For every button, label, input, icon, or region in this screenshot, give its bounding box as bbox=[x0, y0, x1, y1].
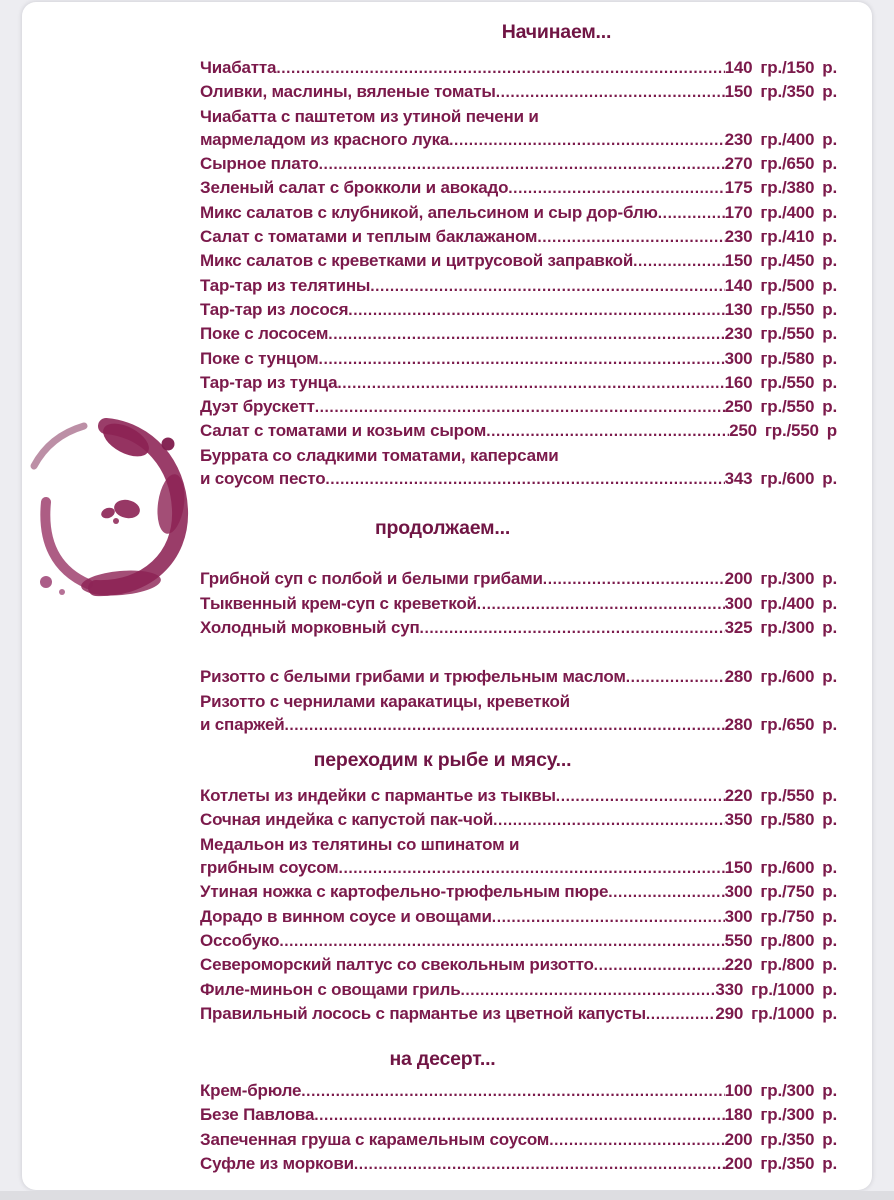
menu-content bbox=[200, 2, 837, 1176]
dot-leader bbox=[279, 929, 724, 953]
menu-item-row bbox=[200, 1128, 837, 1152]
menu-item-wrap-line bbox=[200, 444, 837, 467]
menu-item-wrap-line bbox=[200, 690, 837, 713]
item-name: мармеладом из красного лука bbox=[200, 129, 450, 149]
menu-item-row bbox=[200, 905, 837, 929]
menu-group bbox=[200, 1079, 837, 1176]
dot-leader bbox=[646, 1002, 715, 1026]
menu-item-row bbox=[200, 567, 837, 591]
menu-item-row bbox=[200, 176, 837, 200]
item-price: 140 гр./500 р. bbox=[724, 275, 837, 295]
item-name: Медальон из телятины со шпинатом и bbox=[200, 834, 520, 854]
item-name: Микс салатов с клубникой, апельсином и сыр дор-блю bbox=[200, 202, 658, 222]
dot-leader bbox=[508, 176, 724, 200]
item-name: Салат с томатами и теплым баклажаном bbox=[200, 227, 538, 247]
item-name: Ризотто с белыми грибами и трюфельным маслом bbox=[200, 667, 626, 687]
item-price: 200 гр./350 р. bbox=[724, 1129, 837, 1149]
wine-stain-splash bbox=[113, 518, 119, 524]
item-price: 300 гр./750 р. bbox=[724, 882, 837, 902]
item-name: Котлеты из индейки с пармантье из тыквы bbox=[200, 786, 556, 806]
item-price: 160 гр./550 р. bbox=[724, 372, 837, 392]
menu-item-row bbox=[200, 784, 837, 808]
dot-leader bbox=[543, 567, 725, 591]
menu-group bbox=[200, 567, 837, 640]
item-name: Микс салатов с креветками и цитрусовой заправкой bbox=[200, 251, 634, 271]
dot-leader bbox=[315, 395, 725, 419]
item-name: Крем-брюле bbox=[200, 1081, 302, 1101]
dot-leader bbox=[301, 1079, 724, 1103]
item-name: и соусом песто bbox=[200, 469, 326, 489]
item-name: Оссобуко bbox=[200, 930, 280, 950]
item-price: 300 гр./580 р. bbox=[724, 348, 837, 368]
item-price: 220 гр./800 р. bbox=[724, 955, 837, 975]
dot-leader bbox=[314, 1103, 724, 1127]
item-name: Запеченная груша с карамельным соусом bbox=[200, 1129, 550, 1149]
menu-item-row bbox=[200, 419, 837, 443]
item-name: Безе Павлова bbox=[200, 1105, 315, 1125]
item-name: Тар-тар из телятины bbox=[200, 275, 371, 295]
menu-card bbox=[22, 2, 872, 1190]
item-name: Чиабатта bbox=[200, 58, 277, 77]
item-name: Поке с тунцом bbox=[200, 348, 319, 368]
wine-stain-ring-left bbox=[45, 502, 88, 584]
item-name: Североморский палтус со свекольным ризотто bbox=[200, 955, 594, 975]
item-price: 230 гр./410 р. bbox=[724, 227, 837, 247]
wine-stain-graphic bbox=[26, 412, 192, 604]
menu-item-row bbox=[200, 1002, 837, 1026]
item-price: 100 гр./300 р. bbox=[724, 1081, 837, 1101]
menu-item-wrap-line bbox=[200, 105, 837, 128]
dot-leader bbox=[549, 1128, 724, 1152]
dot-leader bbox=[449, 128, 724, 152]
wine-stain-splash bbox=[100, 506, 117, 520]
dot-leader bbox=[594, 953, 725, 977]
menu-item-row bbox=[200, 56, 837, 80]
menu-item-row bbox=[200, 856, 837, 880]
dot-leader bbox=[492, 905, 725, 929]
dot-leader bbox=[493, 808, 724, 832]
menu-group bbox=[200, 665, 837, 737]
item-name: грибным соусом bbox=[200, 858, 339, 878]
wine-stain-dot bbox=[40, 576, 52, 588]
menu-item-row bbox=[200, 298, 837, 322]
section-heading: на десерт... bbox=[389, 1048, 496, 1071]
menu-item-wrap-line bbox=[200, 833, 837, 856]
menu-item-row bbox=[200, 880, 837, 904]
item-price: 343 гр./600 р. bbox=[724, 469, 837, 489]
item-price: 150 гр./600 р. bbox=[724, 858, 837, 878]
menu-section bbox=[200, 20, 837, 491]
item-price: 300 гр./400 р. bbox=[724, 593, 837, 613]
dot-leader bbox=[477, 592, 725, 616]
menu-item-row bbox=[200, 592, 837, 616]
dot-leader bbox=[337, 371, 724, 395]
menu-item-row bbox=[200, 225, 837, 249]
item-price: 230 гр./400 р. bbox=[724, 129, 837, 149]
menu-item-row bbox=[200, 616, 837, 640]
menu-item-row bbox=[200, 371, 837, 395]
item-name: Дуэт брускетт bbox=[200, 397, 315, 417]
item-price: 270 гр./650 р. bbox=[724, 154, 837, 174]
item-price: 230 гр./550 р. bbox=[724, 324, 837, 344]
item-name: Холодный морковный суп bbox=[200, 617, 420, 637]
dot-leader bbox=[658, 201, 725, 225]
item-name: Правильный лосось с пармантье из цветной капусты bbox=[200, 1003, 646, 1023]
item-price: 250 гр./550 р. bbox=[724, 397, 837, 417]
dot-leader bbox=[370, 274, 724, 298]
wine-stain-dot bbox=[162, 438, 175, 451]
menu-item-row bbox=[200, 1152, 837, 1176]
menu-item-row bbox=[200, 929, 837, 953]
dot-leader bbox=[339, 856, 725, 880]
dot-leader bbox=[325, 467, 724, 491]
dot-leader bbox=[354, 1152, 725, 1176]
menu-item-row bbox=[200, 347, 837, 371]
item-price: 150 гр./350 р. bbox=[724, 82, 837, 102]
menu-item-row bbox=[200, 1079, 837, 1103]
dot-leader bbox=[328, 322, 724, 346]
dot-leader bbox=[319, 347, 725, 371]
dot-leader bbox=[608, 880, 724, 904]
item-price: 280 гр./600 р. bbox=[724, 667, 837, 687]
menu-item-row bbox=[200, 201, 837, 225]
menu-item-row bbox=[200, 274, 837, 298]
menu-item-row bbox=[200, 152, 837, 176]
item-name: Дорадо в винном соусе и овощами bbox=[200, 906, 492, 926]
item-name: Сочная индейка с капустой пак-чой bbox=[200, 810, 494, 830]
item-name: Поке с лососем bbox=[200, 324, 329, 344]
dot-leader bbox=[556, 784, 725, 808]
item-name: Тар-тар из лосося bbox=[200, 299, 349, 319]
wine-stain-dot bbox=[59, 589, 65, 595]
dot-leader bbox=[420, 616, 725, 640]
menu-item-row bbox=[200, 128, 837, 152]
menu-item-row bbox=[200, 713, 837, 737]
item-name: Суфле из моркови bbox=[200, 1153, 354, 1173]
item-name: Салат с томатами и козьим сыром bbox=[200, 421, 487, 441]
dot-leader bbox=[284, 713, 724, 737]
menu-group bbox=[200, 784, 837, 1026]
item-price: 280 гр./650 р. bbox=[724, 714, 837, 734]
item-price: 300 гр./750 р. bbox=[724, 906, 837, 926]
menu-item-row bbox=[200, 1103, 837, 1127]
dot-leader bbox=[276, 56, 724, 80]
item-price: 290 гр./1000 р. bbox=[715, 1003, 837, 1023]
section-heading: Начинаем... bbox=[501, 21, 612, 43]
item-price: 350 гр./580 р. bbox=[724, 810, 837, 830]
dot-leader bbox=[496, 80, 725, 104]
item-price: 330 гр./1000 р. bbox=[715, 979, 837, 999]
item-name: Утиная ножка с картофельно-трюфельным пюре bbox=[200, 882, 609, 902]
item-name: Зеленый салат с брокколи и авокадо bbox=[200, 178, 509, 198]
item-name: Ризотто с чернилами каракатицы, креветкой bbox=[200, 691, 570, 711]
dot-leader bbox=[537, 225, 724, 249]
menu-section bbox=[200, 516, 837, 737]
menu-item-row bbox=[200, 978, 837, 1002]
item-price: 200 гр./300 р. bbox=[724, 569, 837, 589]
item-name: Филе-миньон с овощами гриль bbox=[200, 979, 461, 999]
dot-leader bbox=[319, 152, 725, 176]
menu-item-row bbox=[200, 80, 837, 104]
item-price: 175 гр./380 р. bbox=[724, 178, 837, 198]
menu-item-row bbox=[200, 953, 837, 977]
menu-item-row bbox=[200, 249, 837, 273]
menu-item-row bbox=[200, 467, 837, 491]
item-name: Чиабатта с паштетом из утиной печени и bbox=[200, 106, 539, 126]
dot-leader bbox=[460, 978, 715, 1002]
item-price: 130 гр./550 р. bbox=[724, 299, 837, 319]
menu-item-row bbox=[200, 395, 837, 419]
menu-item-row bbox=[200, 808, 837, 832]
item-price: 140 гр./150 р. bbox=[724, 58, 837, 77]
item-name: Тар-тар из тунца bbox=[200, 372, 338, 392]
menu-section bbox=[200, 1047, 837, 1176]
item-price: 150 гр./450 р. bbox=[724, 251, 837, 271]
dot-leader bbox=[626, 665, 725, 689]
menu-item-row bbox=[200, 665, 837, 689]
menu-section bbox=[200, 748, 837, 1026]
item-name: Тыквенный крем-суп с креветкой bbox=[200, 593, 477, 613]
item-name: Грибной суп с полбой и белыми грибами bbox=[200, 569, 543, 589]
item-name: Буррата со сладкими томатами, каперсами bbox=[200, 445, 559, 465]
item-price: 170 гр./400 р. bbox=[724, 202, 837, 222]
item-price: 180 гр./300 р. bbox=[724, 1105, 837, 1125]
item-name: и спаржей bbox=[200, 714, 285, 734]
menu-group bbox=[200, 56, 837, 491]
wine-stain-crescent bbox=[34, 426, 84, 466]
item-name: Сырное плато bbox=[200, 154, 319, 174]
dot-leader bbox=[486, 419, 729, 443]
bottom-strip bbox=[0, 1191, 894, 1200]
section-heading: переходим к рыбе и мясу... bbox=[313, 749, 572, 772]
item-price: 325 гр./300 р. bbox=[724, 617, 837, 637]
menu-item-row bbox=[200, 322, 837, 346]
item-price: 550 гр./800 р. bbox=[724, 930, 837, 950]
item-price: 250 гр./550 р bbox=[729, 421, 837, 441]
dot-leader bbox=[633, 249, 724, 273]
section-heading: продолжаем... bbox=[374, 517, 511, 540]
item-price: 220 гр./550 р. bbox=[724, 786, 837, 806]
item-name: Оливки, маслины, вяленые томаты bbox=[200, 82, 496, 102]
dot-leader bbox=[348, 298, 724, 322]
item-price: 200 гр./350 р. bbox=[724, 1153, 837, 1173]
